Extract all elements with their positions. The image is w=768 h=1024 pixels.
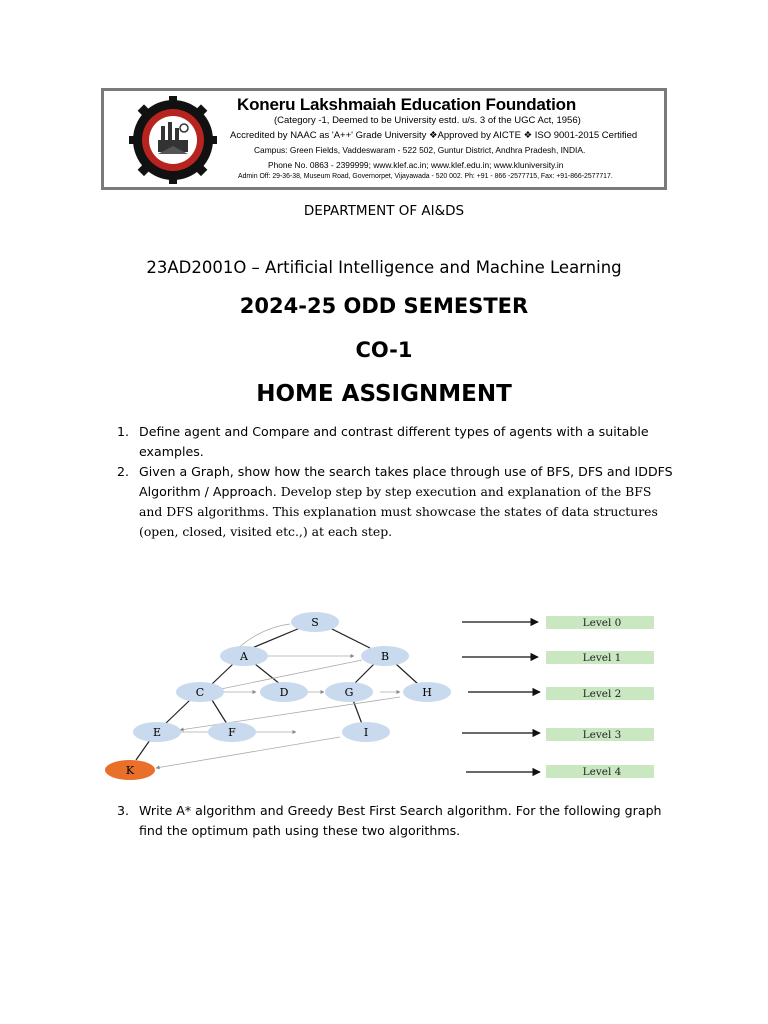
letterhead-banner — [101, 88, 667, 190]
search-tree-diagram — [100, 600, 665, 790]
node-g: G — [344, 686, 354, 699]
level-label: Level 3 — [582, 729, 622, 741]
node-i: I — [363, 726, 369, 739]
level-label: Level 4 — [582, 766, 622, 778]
question-text: Define agent and Compare and contrast different types of agents with a suitable examples. — [139, 424, 649, 459]
semester-heading: 2024-25 ODD SEMESTER — [239, 294, 529, 318]
node-h: H — [422, 686, 432, 699]
question-text-rest: Develop step by step execution and explanation of the BFS and DFS algorithms. This explanation must showcase the states of data structures (open, closed, visited etc.,) at each step. — [139, 484, 658, 539]
level-label: Level 1 — [582, 652, 622, 664]
question-text: Write A* algorithm and Greedy Best First Search algorithm. For the following graph find the optimum path using these two algorithms. — [139, 803, 662, 838]
department-heading: DEPARTMENT OF AI&DS — [303, 203, 465, 219]
course-title: 23AD2001O – Artificial Intelligence and Machine Learning — [146, 258, 622, 277]
node-c: C — [195, 686, 205, 699]
org-phone: Phone No. 0863 - 2399999; www.klef.ac.in; www.klef.edu.in; www.kluniversity.in — [268, 160, 564, 170]
assignment-title: HOME ASSIGNMENT — [256, 381, 512, 407]
university-logo-icon — [128, 96, 218, 184]
node-s: S — [311, 616, 319, 629]
org-accreditation: Accredited by NAAC as 'A++' Grade University ❖Approved by AICTE ❖ ISO 9001-2015 Certified — [230, 130, 638, 141]
node-b: B — [380, 650, 390, 663]
org-campus: Campus: Green Fields, Vaddeswaram - 522 502, Guntur District, Andhra Pradesh, INDIA. — [254, 145, 586, 155]
node-e: E — [152, 726, 162, 739]
question-text — [139, 462, 673, 542]
node-a: A — [240, 650, 248, 663]
org-category: (Category -1, Deemed to be University estd. u/s. 3 of the UGC Act, 1956) — [274, 115, 581, 126]
question-number: 3. — [117, 803, 130, 818]
org-admin-office: Admin Off: 29-36-38, Museum Road, Governorpet, Vijayawada - 520 002. Ph: +91 - 866 -2577715, Fax: +91-866-2577717. — [238, 173, 613, 180]
node-d: D — [279, 686, 289, 699]
level-label: Level 0 — [582, 617, 622, 629]
level-label: Level 2 — [582, 688, 622, 700]
co-heading: CO-1 — [355, 338, 413, 362]
node-f: F — [228, 726, 236, 739]
question-number: 1. — [117, 424, 130, 439]
org-name: Koneru Lakshmaiah Education Foundation — [237, 95, 577, 114]
question-number: 2. — [117, 464, 130, 479]
question-text-start: Given a Graph, show how the search takes place through use of BFS, DFS and IDDFS Algorithm / Approach. — [139, 464, 673, 499]
node-k: K — [125, 764, 135, 777]
